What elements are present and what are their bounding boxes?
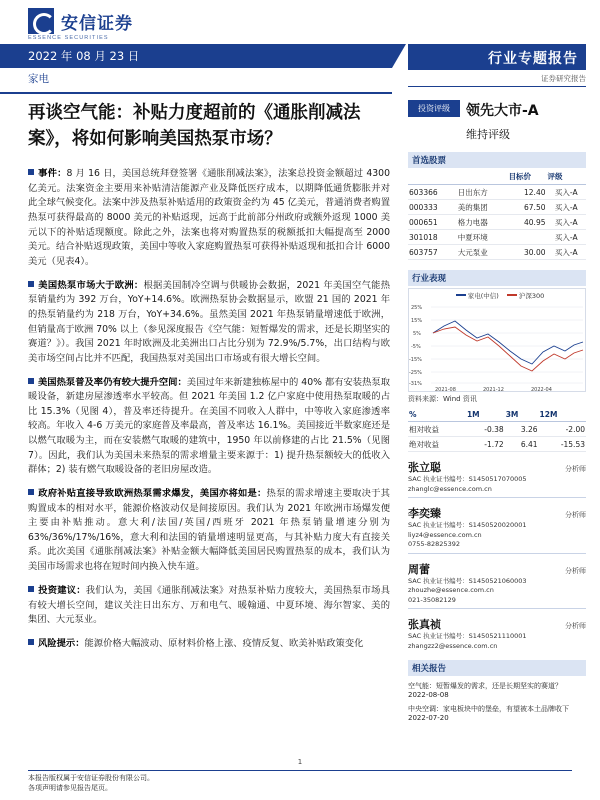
table-row <box>408 245 586 260</box>
table-row <box>408 185 586 200</box>
col-12m: 12M <box>539 408 586 422</box>
analyst-phone: 021-35082129 <box>408 595 456 604</box>
svg-text:-31%: -31% <box>409 381 422 387</box>
report-date: 2022 年 08 月 23 日 <box>28 49 140 63</box>
svg-text:2022-04: 2022-04 <box>531 387 552 393</box>
analyst-email[interactable]: liyz4@essence.com.cn <box>408 530 482 539</box>
analyst-block <box>408 459 586 498</box>
performance-chart <box>408 288 586 392</box>
paragraph-text: 美国过年来新建独栋屋中的 40% 都有安装热泵取暖设备，新建房屋渗透率水平较高。但 2021 年美国 1.2 亿户家庭中使用热泵取暖的占比 15.3%（见图 4），普及率还待提升。在美国不同收入人群中，中等收入家庭渗透率较高。年收入 4-6 万美元的家庭普及率最高，普及率达 16.1%。美国接近半数家庭还是以燃气取暖为主，而在安装燃气取暖的建筑中，1950 年以前修建的占比 21.5%（见图 7）。因此，我们认为美国未来热泵的需求增量主要来源于：1) 提升热泵额较大的低收入群体；2) 装有燃气取暖设备的老旧房屋改造。 <box>28 376 390 476</box>
svg-text:15%: 15% <box>411 318 423 324</box>
stock-rating: 买入-A <box>547 215 587 230</box>
bullet-icon <box>28 639 34 645</box>
chart-legend <box>409 291 585 300</box>
date-band <box>0 44 392 68</box>
stock-code: 603757 <box>408 245 457 260</box>
rating-label: 投资评级 <box>408 100 460 117</box>
bullet-icon <box>28 489 34 495</box>
stock-name: 大元泵业 <box>457 245 508 260</box>
paragraph-lead: 美国热泵市场大于欧洲： <box>38 279 144 291</box>
related-report-title[interactable]: 中央空调：家电板块中的堡垒，有望被本土品牌收下 <box>408 705 569 713</box>
paragraph <box>28 376 390 478</box>
related-report-title[interactable]: 空气能：短暂爆发的需求，还是长期坚实的赛道？ <box>408 682 562 690</box>
stock-price: 12.40 <box>508 185 547 200</box>
analyst-title: 分析师 <box>565 622 586 630</box>
perf-3m: 3.26 <box>505 422 539 437</box>
paragraph-text: 根据美国制冷空调与供暖协会数据，2021 年美国空气能热泵销量约为 392 万台，YoY+14.6%。欧洲热泵协会数据显示，欧盟 21 国的 2021 年的热泵销量约为 218 万台，YoY+34.6%。虽然美国 2021 年热泵销量增速低于欧洲，但销量高于欧洲 70% 以上（参见深度报告《空气能：短暂爆发的需求，还是长期坚实的赛道？》）。我国 2021 年时欧洲及北美洲出口占比分别为 72.9%/5.7%，出口结构与欧美市场空间占比并不匹配，我国热泵对美国出口市场或有很大增长空间。 <box>28 279 390 364</box>
stock-price <box>508 230 547 245</box>
analyst-email[interactable]: zhouzhe@essence.com.cn <box>408 586 494 594</box>
footer-line-2: 各项声明请参见报告尾页。 <box>28 784 112 792</box>
top-picks-header: 首选股票 <box>408 152 586 168</box>
svg-text:25%: 25% <box>411 305 423 311</box>
col-3m: 3M <box>505 408 539 422</box>
stock-name: 日出东方 <box>457 185 508 200</box>
perf-12m: -2.00 <box>539 422 586 437</box>
analyst-block <box>408 505 586 554</box>
paragraph <box>28 584 390 628</box>
paragraph-text: 8 月 16 日，美国总统拜登签署《通胀削减法案》，法案总投资金额超过 4300 亿美元。法案资金主要用来补贴清洁能源产业及降低医疗成本，以期降低通货膨胀并对此全球气候变化。法案中涉及热泵补贴适用的政策资金约为 45 亿美元，普通消费者购置热泵可获得最高的 8000 美元的补贴返现，远高于此前部分州政府或额外返现 1000 美元以下的补贴适现额度。除此之外，法案也将对购置热泵的税额抵扣大幅提高至 2000 美元。结合补贴返现政策，美国中等收入家庭购置热泵可获得补贴返现和抵扣合计 6000 美元（见表4）。 <box>28 168 390 267</box>
table-header-row <box>408 408 586 422</box>
chart-source: 资料来源：Wind 资讯 <box>408 395 477 403</box>
svg-text:-15%: -15% <box>409 357 422 363</box>
col-1m: 1M <box>466 408 505 422</box>
related-report-date: 2022-07-20 <box>408 714 449 722</box>
footer-divider <box>28 770 572 771</box>
bullet-icon <box>28 281 34 287</box>
col-target-price: 目标价 <box>508 169 547 185</box>
stock-code: 000651 <box>408 215 457 230</box>
perf-1m: -1.72 <box>466 437 505 452</box>
date-band-tail-icon <box>392 44 406 68</box>
col-name <box>457 169 508 185</box>
stock-price: 67.50 <box>508 200 547 215</box>
paragraph-lead: 投资建议： <box>38 584 86 596</box>
paragraph <box>28 487 390 575</box>
analyst-license: SAC 执业证书编号：S1450521110001 <box>408 632 527 640</box>
divider <box>408 497 586 498</box>
paragraph <box>28 279 390 367</box>
investment-rating <box>408 100 586 120</box>
report-type-label: 行业专题报告 <box>488 51 578 67</box>
paragraph-text: 能源价格大幅波动、原材料价格上涨、疫情反复、欧美补贴政策变化 <box>84 638 364 649</box>
analyst-name: 李奕臻 <box>408 507 441 520</box>
analyst-license: SAC 执业证书编号：S1450520020001 <box>408 521 527 529</box>
paragraph-lead: 风险提示： <box>38 638 85 649</box>
stock-price: 40.95 <box>508 215 547 230</box>
analyst-license: SAC 执业证书编号：S1450521060003 <box>408 576 527 585</box>
page-title: 再谈空气能：补贴力度超前的《通胀削减法案》，将如何影响美国热泵市场？ <box>28 103 361 149</box>
table-header-row <box>408 169 586 185</box>
paragraph-text: 热泵的需求增速主要取决于其购置成本的相对水平，能源价格波动仅是间接原因。我们认为 2021 年欧洲市场爆发便主要由补贴推动。意大利/法国/英国/西班牙 2021 年热泵销量增速分别为 63%/36%/17%/16%，意大利和法国的销量增速明显更高，与其补贴力度大有直接关系。此次美国《通胀削减法案》补贴金额大幅降低美国居民购置热泵的成本，我们认为美国市场需求也将在短时间内换入快车道。 <box>28 488 390 573</box>
related-report-date: 2022-08-08 <box>408 691 449 699</box>
analyst-name: 张真祯 <box>408 618 441 631</box>
svg-text:2021-12: 2021-12 <box>483 387 504 393</box>
perf-3m: 6.41 <box>505 437 539 452</box>
sector-label: 家电 <box>28 73 49 85</box>
stock-name: 格力电器 <box>457 215 508 230</box>
stock-name: 美的集团 <box>457 200 508 215</box>
svg-text:2021-08: 2021-08 <box>435 387 456 393</box>
analyst-block <box>408 616 586 651</box>
stock-code: 000333 <box>408 200 457 215</box>
perf-label: 相对收益 <box>408 422 466 437</box>
analyst-email[interactable]: zhangzz2@essence.com.cn <box>408 641 498 650</box>
related-reports-header: 相关报告 <box>408 660 586 676</box>
col-code <box>408 169 457 185</box>
sidebar-rail <box>408 100 586 722</box>
perf-1m: -0.38 <box>466 422 505 437</box>
paragraph-lead: 美国热泵普及率仍有较大提升空间： <box>38 376 187 388</box>
analyst-title: 分析师 <box>565 511 586 519</box>
analyst-title: 分析师 <box>565 465 586 473</box>
analyst-license: SAC 执业证书编号：S1450517070005 <box>408 475 527 483</box>
analyst-name: 周蕾 <box>408 562 430 576</box>
col-metric: % <box>408 408 466 422</box>
divider <box>408 608 586 609</box>
perf-12m: -15.53 <box>539 437 586 452</box>
analyst-block <box>408 561 586 610</box>
top-picks-table <box>408 169 586 260</box>
article-body <box>28 158 390 661</box>
analyst-title: 分析师 <box>565 566 586 575</box>
stock-price: 30.00 <box>508 245 547 260</box>
stock-rating: 买入-A <box>547 230 587 245</box>
perf-label: 绝对收益 <box>408 437 466 452</box>
paragraph-lead: 事件： <box>38 168 67 180</box>
stock-rating: 买入-A <box>547 245 587 260</box>
industry-performance-header: 行业表现 <box>408 270 586 286</box>
header-divider <box>0 92 392 94</box>
footer-text <box>28 773 154 793</box>
legend-entry-1: 家电(中信) <box>450 292 499 300</box>
stock-code: 603366 <box>408 185 457 200</box>
footer-line-1: 本报告版权属于安信证券股份有限公司。 <box>28 774 154 782</box>
divider <box>408 553 586 554</box>
svg-text:-25%: -25% <box>409 370 422 376</box>
table-row <box>408 437 586 452</box>
legend-entry-2: 沪深300 <box>501 292 544 300</box>
brand-name-en: ESSENCE SECURITIES <box>28 35 109 41</box>
stock-rating: 买入-A <box>547 185 587 200</box>
report-type-banner <box>408 44 586 70</box>
rating-maintained: 维持评级 <box>466 128 510 141</box>
table-row <box>408 215 586 230</box>
page-header <box>0 0 600 44</box>
paragraph-text: 我们认为，美国《通胀削减法案》对热泵补贴力度较大，美国热泵市场具有较大增长空间，建议关注日出东方、万和电气、暖翰通、中夏环境、海尔智家、美的集团、大元泵业。 <box>28 584 390 626</box>
brand-logo <box>28 8 133 34</box>
analyst-phone: 0755-82825392 <box>408 540 460 548</box>
bullet-icon <box>28 378 34 384</box>
table-row <box>408 230 586 245</box>
chart-svg <box>409 301 585 393</box>
report-header-divider <box>408 86 586 87</box>
report-subtitle: 证券研究报告 <box>541 74 586 83</box>
col-rating: 评级 <box>547 169 587 185</box>
table-row <box>408 200 586 215</box>
brand-name-cn: 安信证券 <box>61 13 133 34</box>
logo-mark-icon <box>28 8 54 34</box>
svg-text:5%: 5% <box>413 331 421 337</box>
paragraph <box>28 167 390 269</box>
analyst-name: 张立聪 <box>408 461 441 474</box>
stock-code: 301018 <box>408 230 457 245</box>
paragraph-lead: 政府补贴直接导致欧洲热泵需求爆发，美国亦将如是： <box>38 488 267 500</box>
rating-value: 领先大市-A <box>466 103 539 119</box>
page-number: 1 <box>297 758 303 766</box>
stock-name: 中夏环境 <box>457 230 508 245</box>
bullet-icon <box>28 169 34 175</box>
performance-table <box>408 408 586 452</box>
bullet-icon <box>28 586 34 592</box>
svg-text:-5%: -5% <box>411 344 421 350</box>
stock-rating: 买入-A <box>547 200 587 215</box>
analyst-email[interactable]: zhanglc@essence.com.cn <box>408 484 492 493</box>
paragraph <box>28 637 390 652</box>
table-row <box>408 422 586 437</box>
